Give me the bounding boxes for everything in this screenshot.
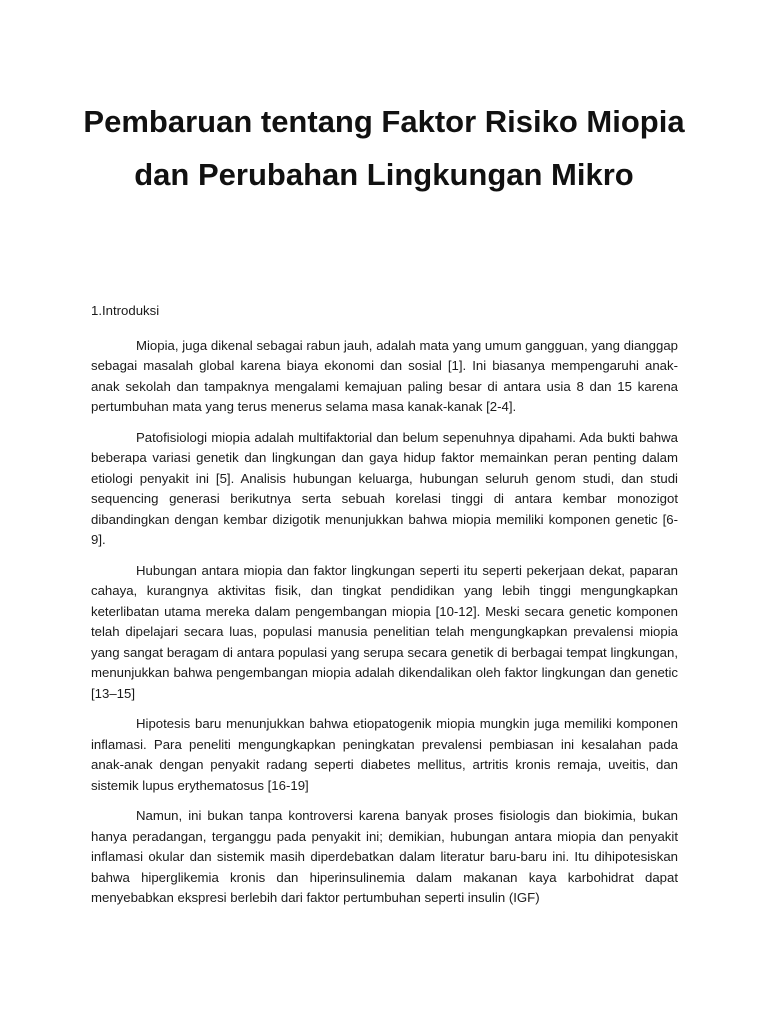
paragraph: Hipotesis baru menunjukkan bahwa etiopatogenik miopia mungkin juga memiliki komponen inflamasi. Para peneliti mengungkapkan peningkatan prevalensi pembiasan ini kesalahan pada anak-anak dengan penyakit radang seperti diabetes mellitus, artritis kronis remaja, uveitis, dan sistemik lupus erythematosus [16-19] <box>91 716 678 793</box>
paragraph: Patofisiologi miopia adalah multifaktorial dan belum sepenuhnya dipahami. Ada bukti bahwa beberapa variasi genetik dan lingkungan dan gaya hidup faktor memainkan peran penting dalam etiologi penyakit ini [5]. Analisis hubungan keluarga, hubungan seluruh genom studi, dan studi sequencing generasi berikutnya serta sebuah korelasi tinggi di antara kembar monozigot dibandingkan dengan kembar dizigotik menunjukkan bahwa miopia memiliki komponen genetic [6-9]. <box>91 429 678 547</box>
paragraph: Hubungan antara miopia dan faktor lingkungan seperti itu seperti pekerjaan dekat, paparan cahaya, kurangnya aktivitas fisik, dan tingkat pendidikan yang lebih tinggi mengungkapkan keterlibatan utama mereka dalam pengembangan miopia [10-12]. Meski secara genetic komponen telah dipelajari secara luas, populasi manusia penelitian telah mengungkapkan prevalensi miopia yang sangat beragam di antara populasi yang serupa secara genetik di berbagai tempat lingkungan, menunjukkan bahwa pengembangan miopia adalah dikendalikan oleh faktor lingkungan dan genetic [13–15] <box>91 562 678 701</box>
document-title: Pembaruan tentang Faktor Risiko Miopia dan Perubahan Lingkungan Mikro <box>83 104 685 192</box>
section-heading: 1.Introduksi <box>91 303 160 318</box>
paragraph: Miopia, juga dikenal sebagai rabun jauh, adalah mata yang umum gangguan, yang dianggap sebagai masalah global karena biaya ekonomi dan sosial [1]. Ini biasanya mempengaruhi anak-anak sekolah dan tampaknya mengalami kemajuan paling besar di antara usia 8 dan 15 karena pertumbuhan mata yang terus menerus selama masa kanak-kanak [2-4]. <box>91 337 678 414</box>
paragraph: Namun, ini bukan tanpa kontroversi karena banyak proses fisiologis dan biokimia, bukan hanya peradangan, terganggu pada penyakit ini; demikian, hubungan antara miopia dan penyakit inflamasi okular dan sistemik masih diperdebatkan dalam literatur baru-baru ini. Itu dihipotesiskan bahwa hiperglikemia kronis dan hiperinsulinemia dalam makanan kaya karbohidrat dapat menyebabkan ekspresi berlebih dari faktor pertumbuhan seperti insulin (IGF) <box>91 808 678 905</box>
document-body <box>91 301 678 919</box>
